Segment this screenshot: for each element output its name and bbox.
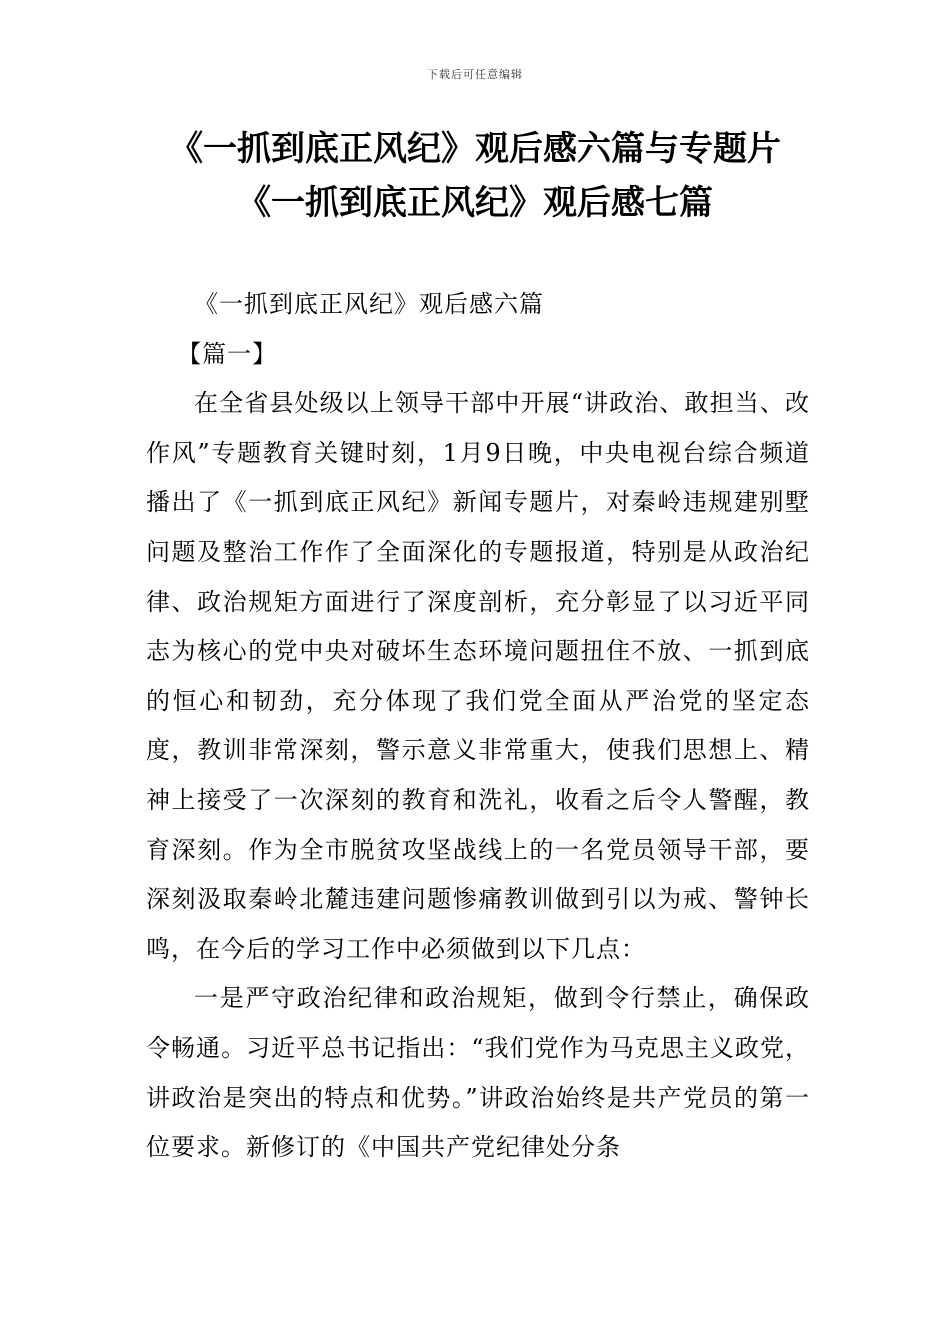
- header-note: 下载后可任意编辑: [427, 68, 523, 81]
- paragraph-1: 在全省县处级以上领导干部中开展“讲政治、敢担当、改作风”专题教育关键时刻，1月9日晚，中央电视台综合频道播出了《一抓到底正风纪》新闻专题片，对秦岭违规建别墅问题及整治工作作了全面深化的专题报道，特别是从政治纪律、政治规矩方面进行了深度剖析，充分彰显了以习近平同志为核心的党中央对破坏生态环境问题扭住不放、一抓到底的恒心和韧劲，充分体现了我们党全面从严治党的坚定态度，教训非常深刻，警示意义非常重大，使我们思想上、精神上接受了一次深刻的教育和洗礼，收看之后令人警醒，教育深刻。作为全市脱贫攻坚战线上的一名党员领导干部，要深刻汲取秦岭北麓违建问题惨痛教训做到引以为戒、警钟长鸣，在今后的学习工作中必须做到以下几点：: [146, 389, 810, 963]
- title-line-1: 《一抓到底正风纪》观后感六篇与专题片: [169, 129, 781, 169]
- document-body: [146, 280, 810, 1173]
- document-title: [60, 122, 890, 230]
- paragraph-2: 一是严守政治纪律和政治规矩，做到令行禁止，确保政令畅通。习近平总书记指出：“我们党作为马克思主义政党，讲政治是突出的特点和优势。”讲政治始终是共产党员的第一位要求。新修订的《中国共产党纪律处分条: [146, 984, 810, 1162]
- section-label: 【篇一】: [177, 339, 278, 368]
- section-subtitle: 《一抓到底正风纪》观后感六篇: [194, 290, 544, 318]
- title-line-2: 《一抓到底正风纪》观后感七篇: [237, 183, 713, 223]
